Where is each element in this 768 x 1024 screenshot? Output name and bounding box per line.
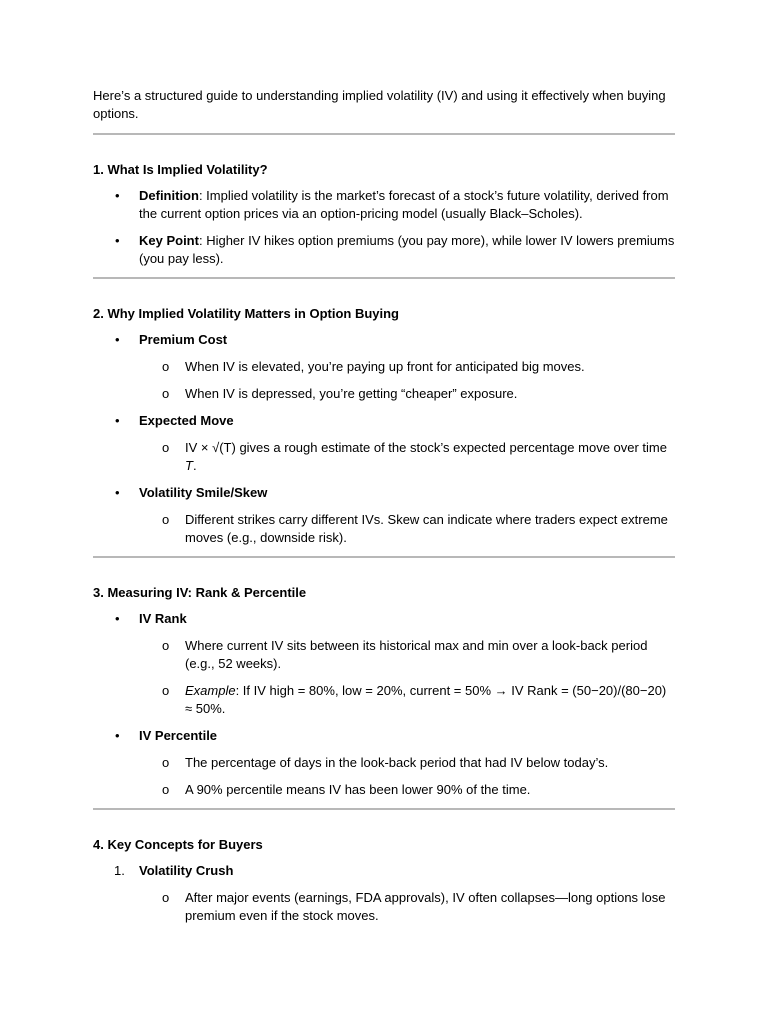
circle-marker: o — [162, 755, 170, 770]
circle-marker: o — [162, 440, 170, 455]
bullet-list — [93, 187, 675, 268]
list-item — [93, 187, 675, 223]
sub-item-text: When IV is depressed, you’re getting “cheaper” exposure. — [185, 386, 518, 401]
sub-item-text: A 90% percentile means IV has been lower 90% of the time. — [185, 782, 531, 797]
item-label: IV Rank — [139, 611, 187, 626]
item-label: Definition — [139, 188, 199, 203]
list-item — [93, 727, 675, 745]
section-divider — [93, 808, 675, 810]
section-key-concepts — [93, 836, 675, 925]
list-item — [93, 232, 675, 268]
sub-list-item — [93, 781, 675, 799]
list-item — [93, 412, 675, 430]
sub-item-text: : If IV high = 80%, low = 20%, current = 50% → IV Rank = (50−20)/(80−20) ≈ 50%. — [185, 683, 667, 716]
item-label: Key Point — [139, 233, 199, 248]
section-heading: 3. Measuring IV: Rank & Percentile — [93, 585, 307, 600]
section-heading: 2. Why Implied Volatility Matters in Option Buying — [93, 306, 400, 321]
sub-list-item — [93, 637, 675, 673]
sub-item-text: When IV is elevated, you’re paying up front for anticipated big moves. — [185, 359, 585, 374]
item-label: Volatility Crush — [139, 863, 234, 878]
sub-list-item — [93, 682, 675, 718]
bullet-list — [93, 331, 675, 547]
sub-list-item — [93, 358, 675, 376]
item-label: Volatility Smile/Skew — [139, 485, 268, 500]
sub-list-item — [93, 889, 675, 925]
sub-list-item — [93, 511, 675, 547]
section-measuring-iv — [93, 584, 675, 799]
sub-item-emphasis: T — [185, 458, 193, 473]
section-divider — [93, 133, 675, 135]
item-label: IV Percentile — [139, 728, 218, 743]
item-text: : Implied volatility is the market’s forecast of a stock’s future volatility, derived from the current option prices via an option-pricing model (usually Black–Scholes). — [139, 188, 669, 221]
numbered-list — [93, 862, 675, 925]
list-item — [93, 331, 675, 349]
item-label: Expected Move — [139, 413, 234, 428]
bullet-marker: • — [115, 611, 120, 626]
bullet-marker: • — [115, 188, 120, 203]
sub-list-item — [93, 439, 675, 475]
sub-list-item — [93, 385, 675, 403]
intro-paragraph: Here’s a structured guide to understanding implied volatility (IV) and using it effectively when buying options. — [93, 88, 666, 121]
circle-marker: o — [162, 512, 170, 527]
bullet-marker: • — [115, 332, 120, 347]
section-heading: 1. What Is Implied Volatility? — [93, 162, 268, 177]
item-text: : Higher IV hikes option premiums (you pay more), while lower IV lowers premiums (you pay less). — [139, 233, 675, 266]
list-item — [93, 610, 675, 628]
section-why-iv-matters — [93, 305, 675, 547]
list-item — [93, 862, 675, 880]
section-divider — [93, 277, 675, 279]
bullet-marker: • — [115, 413, 120, 428]
sub-item-text: After major events (earnings, FDA approvals), IV often collapses—long options lose premium even if the stock moves. — [185, 890, 666, 923]
section-divider — [93, 556, 675, 558]
circle-marker: o — [162, 359, 170, 374]
section-heading: 4. Key Concepts for Buyers — [93, 837, 263, 852]
circle-marker: o — [162, 386, 170, 401]
circle-marker: o — [162, 638, 170, 653]
section-what-is-iv — [93, 161, 675, 268]
sub-item-text: Where current IV sits between its historical max and min over a look-back period (e.g., 52 weeks). — [185, 638, 648, 671]
document-body — [93, 87, 675, 934]
sub-list-item — [93, 754, 675, 772]
bullet-marker: • — [115, 233, 120, 248]
circle-marker: o — [162, 683, 170, 698]
sub-item-text: Different strikes carry different IVs. Skew can indicate where traders expect extreme moves (e.g., downside risk). — [185, 512, 668, 545]
sub-item-text: IV × √(T) gives a rough estimate of the stock’s expected percentage move over time — [185, 440, 667, 455]
item-label: Premium Cost — [139, 332, 228, 347]
bullet-marker: • — [115, 485, 120, 500]
sub-item-text: The percentage of days in the look-back period that had IV below today’s. — [185, 755, 609, 770]
circle-marker: o — [162, 782, 170, 797]
bullet-list — [93, 610, 675, 799]
sub-item-emphasis: Example — [185, 683, 236, 698]
number-marker: 1. — [114, 863, 125, 878]
circle-marker: o — [162, 890, 170, 905]
sub-item-text-end: . — [192, 458, 197, 473]
list-item — [93, 484, 675, 502]
bullet-marker: • — [115, 728, 120, 743]
